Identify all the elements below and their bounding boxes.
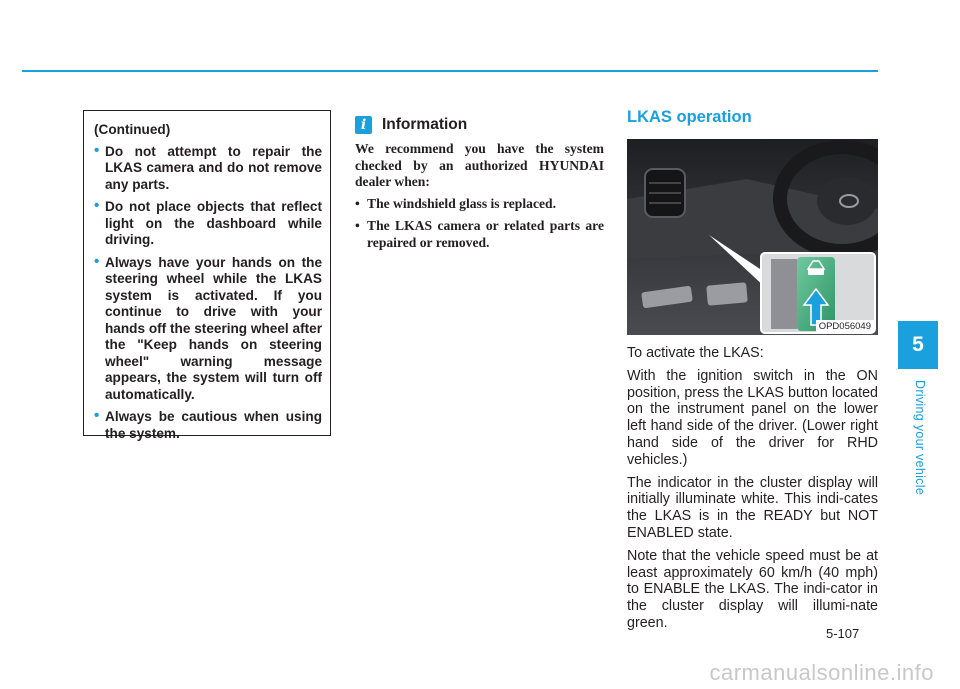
information-intro: We recommend you have the system checked by an authorized HYUNDAI dealer when: — [355, 141, 604, 190]
information-item: • The LKAS camera or related parts are repaired or removed. — [355, 218, 604, 250]
information-item: • The windshield glass is replaced. — [355, 195, 556, 211]
lkas-text — [627, 345, 878, 632]
lkas-paragraph: With the ignition switch in the ON position, press the LKAS button located on the instrument panel on the lower left hand side of the driver. (Lower right hand side of the driver for RHD vehicles.) — [627, 367, 878, 468]
information-body — [355, 141, 604, 252]
information-section — [355, 113, 604, 258]
continued-label: (Continued) — [94, 122, 171, 137]
warning-list — [94, 141, 322, 443]
bullet-icon: • — [355, 218, 360, 234]
chapter-label: Driving your vehicle — [913, 380, 927, 496]
bullet-icon: • — [94, 252, 100, 270]
lkas-paragraph: To activate the LKAS: — [627, 345, 764, 361]
lkas-photo — [627, 139, 878, 335]
page-number: 5-107 — [826, 626, 860, 641]
dashboard-illustration — [627, 139, 878, 335]
warning-item: • Always be cautious when using the system. — [94, 407, 322, 441]
information-header — [355, 113, 604, 137]
watermark: carmanualsonline.info — [709, 660, 934, 685]
photo-caption: OPD056049 — [816, 320, 874, 333]
bullet-icon: • — [94, 141, 100, 159]
chapter-tab: 5 — [898, 321, 938, 369]
warning-item: • Always have your hands on the steering wheel while the LKAS system is activated. If you continue to drive with your hands off the steering wheel after the "Keep hands on steering wheel" warning message appears, the system will turn off automatically. — [94, 252, 322, 402]
lkas-title: LKAS operation — [627, 108, 752, 126]
lkas-paragraph: The indicator in the cluster display will initially illuminate white. This indi-cates the LKAS is in the READY but NOT ENABLED state. — [627, 474, 878, 541]
information-title: Information — [382, 116, 468, 133]
top-rule — [22, 70, 878, 72]
info-icon: i — [355, 116, 372, 134]
bullet-icon: • — [94, 197, 100, 214]
information-list — [355, 196, 604, 252]
bullet-icon: • — [355, 195, 360, 211]
bullet-icon: • — [94, 407, 100, 424]
warning-item: • Do not attempt to repair the LKAS camera and do not remove any parts. — [94, 141, 322, 192]
lkas-paragraph: Note that the vehicle speed must be at least approximately 60 km/h (40 mph) to ENABLE the LKAS. The indi-cator in the cluster display will illumi-nate green. — [627, 547, 878, 631]
lkas-section — [627, 108, 878, 638]
warning-item: • Do not place objects that reflect light on the dashboard while driving. — [94, 197, 322, 247]
warning-box — [83, 110, 331, 441]
